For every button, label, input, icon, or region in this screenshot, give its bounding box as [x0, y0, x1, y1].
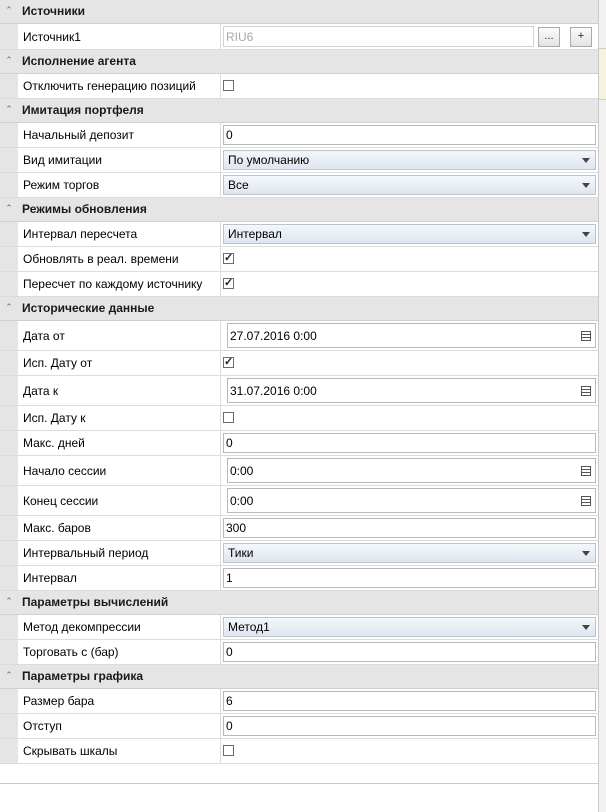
property-row: [0, 714, 598, 739]
property-value-cell: [222, 739, 598, 763]
property-value-cell: [222, 376, 598, 405]
dropdown-arrow-icon[interactable]: [582, 551, 590, 556]
date-value: 27.07.2016 0:00: [230, 328, 317, 343]
property-value-cell: [222, 173, 598, 197]
value-checkbox[interactable]: [223, 745, 234, 756]
value-checkbox[interactable]: [223, 412, 234, 423]
property-row: [0, 321, 598, 351]
dropdown-arrow-icon[interactable]: [582, 232, 590, 237]
value-input[interactable]: 0: [223, 716, 596, 736]
date-value: 0:00: [230, 463, 254, 478]
row-gutter: [0, 222, 18, 246]
row-gutter: [0, 640, 18, 664]
property-label: Дата к: [18, 376, 221, 405]
collapse-chevron-icon[interactable]: ⌃: [5, 596, 13, 606]
value-dropdown[interactable]: [223, 150, 596, 170]
category-header[interactable]: [0, 591, 598, 615]
property-label: Макс. дней: [18, 431, 221, 455]
row-gutter: [0, 431, 18, 455]
row-gutter: [0, 486, 18, 515]
property-row: [0, 516, 598, 541]
collapse-chevron-icon[interactable]: ⌃: [5, 104, 13, 114]
value-dropdown[interactable]: [223, 617, 596, 637]
property-label: Интервальный период: [18, 541, 221, 565]
property-row: [0, 615, 598, 640]
date-value: 31.07.2016 0:00: [230, 383, 317, 398]
property-row: [0, 689, 598, 714]
category-header[interactable]: [0, 198, 598, 222]
property-row: [0, 640, 598, 665]
property-value-cell: [222, 714, 598, 738]
value-input[interactable]: 1: [223, 568, 596, 588]
row-gutter: [0, 689, 18, 713]
property-label: Скрывать шкалы: [18, 739, 221, 763]
row-gutter: [0, 615, 18, 639]
value-checkbox[interactable]: ✓: [224, 356, 234, 368]
property-label: Торговать с (бар): [18, 640, 221, 664]
property-value-cell: [222, 351, 598, 375]
property-value-cell: [222, 24, 598, 49]
property-row: [0, 123, 598, 148]
property-label: Отступ: [18, 714, 221, 738]
calendar-icon[interactable]: [581, 386, 591, 396]
property-row: [0, 376, 598, 406]
property-value-cell: [222, 272, 598, 296]
row-gutter: [0, 247, 18, 271]
row-gutter: [0, 376, 18, 405]
category-title: Параметры графика: [22, 669, 144, 683]
date-picker-input[interactable]: [227, 458, 596, 483]
value-dropdown[interactable]: [223, 224, 596, 244]
dropdown-selected-value: Все: [228, 178, 249, 192]
row-gutter: [0, 566, 18, 590]
property-value-cell: [222, 247, 598, 271]
property-row: [0, 541, 598, 566]
row-gutter: [0, 74, 18, 98]
property-value-cell: [222, 541, 598, 565]
property-label: Пересчет по каждому источнику: [18, 272, 221, 296]
category-title: Источники: [22, 4, 86, 18]
property-row: [0, 739, 598, 764]
property-label: Интервал пересчета: [18, 222, 221, 246]
property-label: Начало сессии: [18, 456, 221, 485]
value-dropdown[interactable]: [223, 175, 596, 195]
category-header[interactable]: [0, 665, 598, 689]
calendar-icon[interactable]: [581, 466, 591, 476]
property-value-cell: [222, 406, 598, 430]
row-gutter: [0, 321, 18, 350]
dropdown-selected-value: Метод1: [228, 620, 270, 634]
property-row: [0, 222, 598, 247]
property-value-cell: [222, 456, 598, 485]
source-input[interactable]: RIU6: [223, 26, 534, 47]
collapse-chevron-icon[interactable]: ⌃: [5, 302, 13, 312]
property-row: [0, 148, 598, 173]
property-value-cell: [222, 689, 598, 713]
add-source-button[interactable]: +: [570, 27, 592, 47]
value-input[interactable]: 0: [223, 433, 596, 453]
property-label: Исп. Дату от: [18, 351, 221, 375]
property-row: [0, 351, 598, 376]
calendar-icon[interactable]: [581, 331, 591, 341]
value-dropdown[interactable]: [223, 543, 596, 563]
property-value-cell: [222, 74, 598, 98]
dropdown-arrow-icon[interactable]: [582, 625, 590, 630]
property-label: Начальный депозит: [18, 123, 221, 147]
property-value-cell: [222, 123, 598, 147]
dropdown-arrow-icon[interactable]: [582, 158, 590, 163]
browse-source-button[interactable]: ...: [538, 27, 560, 47]
row-gutter: [0, 516, 18, 540]
calendar-icon[interactable]: [581, 496, 591, 506]
property-label: Дата от: [18, 321, 221, 350]
dropdown-selected-value: Интервал: [228, 227, 282, 241]
grid-bottom-divider: [0, 783, 598, 784]
property-label: Исп. Дату к: [18, 406, 221, 430]
property-row: [0, 74, 598, 99]
property-label: Конец сессии: [18, 486, 221, 515]
value-input[interactable]: 0: [223, 125, 596, 145]
category-header[interactable]: [0, 0, 598, 24]
property-row: [0, 456, 598, 486]
property-label: Вид имитации: [18, 148, 221, 172]
adjacent-panel-edge: [599, 0, 606, 812]
property-row: [0, 566, 598, 591]
property-label: Режим торгов: [18, 173, 221, 197]
property-row: [0, 24, 598, 50]
row-gutter: [0, 406, 18, 430]
property-row: [0, 486, 598, 516]
row-gutter: [0, 541, 18, 565]
property-value-cell: [222, 566, 598, 590]
value-checkbox[interactable]: ✓: [224, 252, 234, 264]
collapse-chevron-icon[interactable]: ⌃: [5, 5, 13, 15]
category-header[interactable]: [0, 99, 598, 123]
property-value-cell: [222, 615, 598, 639]
property-label: Интервал: [18, 566, 221, 590]
category-title: Исторические данные: [22, 301, 155, 315]
property-value-cell: [222, 486, 598, 515]
collapse-chevron-icon[interactable]: ⌃: [5, 203, 13, 213]
property-label: Отключить генерацию позиций: [18, 74, 221, 98]
value-input[interactable]: 0: [223, 642, 596, 662]
category-title: Параметры вычислений: [22, 595, 169, 609]
category-title: Имитация портфеля: [22, 103, 144, 117]
value-input[interactable]: 6: [223, 691, 596, 711]
row-gutter: [0, 272, 18, 296]
row-gutter: [0, 123, 18, 147]
value-checkbox[interactable]: ✓: [224, 277, 234, 289]
property-label: Источник1: [18, 24, 221, 49]
dropdown-selected-value: Тики: [228, 546, 254, 560]
property-row: [0, 431, 598, 456]
property-value-cell: [222, 640, 598, 664]
value-input[interactable]: 300: [223, 518, 596, 538]
property-label: Обновлять в реал. времени: [18, 247, 221, 271]
category-title: Режимы обновления: [22, 202, 147, 216]
property-label: Метод декомпрессии: [18, 615, 221, 639]
dropdown-selected-value: По умолчанию: [228, 153, 310, 167]
category-header[interactable]: [0, 297, 598, 321]
property-row: [0, 247, 598, 272]
date-value: 0:00: [230, 493, 254, 508]
adjacent-panel-highlight: [599, 48, 606, 100]
date-picker-input[interactable]: [227, 323, 596, 348]
property-value-cell: [222, 431, 598, 455]
property-value-cell: [222, 222, 598, 246]
date-picker-input[interactable]: [227, 378, 596, 403]
collapse-chevron-icon[interactable]: ⌃: [5, 670, 13, 680]
collapse-chevron-icon[interactable]: ⌃: [5, 55, 13, 65]
property-value-cell: [222, 516, 598, 540]
property-value-cell: [222, 321, 598, 350]
row-gutter: [0, 351, 18, 375]
property-label: Размер бара: [18, 689, 221, 713]
row-gutter: [0, 714, 18, 738]
dropdown-arrow-icon[interactable]: [582, 183, 590, 188]
row-gutter: [0, 739, 18, 763]
row-gutter: [0, 148, 18, 172]
row-gutter: [0, 456, 18, 485]
value-checkbox[interactable]: [223, 80, 234, 91]
property-label: Макс. баров: [18, 516, 221, 540]
property-value-cell: [222, 148, 598, 172]
category-title: Исполнение агента: [22, 54, 136, 68]
date-picker-input[interactable]: [227, 488, 596, 513]
row-gutter: [0, 24, 18, 49]
property-row: [0, 272, 598, 297]
property-row: [0, 173, 598, 198]
property-row: [0, 406, 598, 431]
category-header[interactable]: [0, 50, 598, 74]
row-gutter: [0, 173, 18, 197]
